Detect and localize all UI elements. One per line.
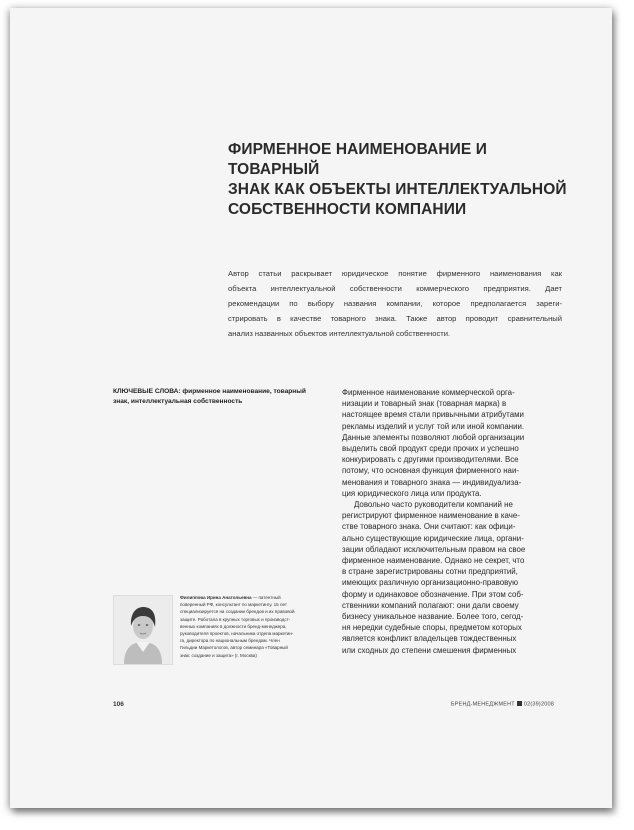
author-bio (180, 594, 320, 659)
abstract-line: анализ названных объектов интеллектуальной собственности. (228, 329, 451, 338)
square-separator-icon (517, 701, 522, 706)
magazine-page (10, 8, 612, 808)
body-line: ственники компаний полагают: они дали своему (342, 600, 519, 610)
body-line: бизнесу уникальное название. Более того, сегод- (342, 612, 524, 622)
page-number: 106 (113, 701, 124, 708)
article-title (228, 140, 568, 220)
bio-line: га, директора по национальным брендам. Член (180, 638, 280, 644)
body-line: Данные элементы позволяют любой организации (342, 432, 525, 442)
journal-name: БРЕНД-МЕНЕДЖМЕНТ (450, 701, 515, 708)
body-line: ция юридического лица или продукта. (342, 488, 482, 498)
title-line: ЗНАК КАК ОБЪЕКТЫ ИНТЕЛЛЕКТУАЛЬНОЙ (228, 181, 567, 198)
body-line: является конфликт владельцев тождественных (342, 634, 517, 644)
body-line: имеющих различную организационно-правовую (342, 578, 519, 588)
body-line: форму и одинаковое обозначение. При этом соб- (342, 589, 524, 599)
bio-line: защите. Работала в крупных торговых и производст- (180, 616, 291, 622)
title-line: ФИРМЕННОЕ НАИМЕНОВАНИЕ И ТОВАРНЫЙ (228, 141, 488, 178)
title-line: СОБСТВЕННОСТИ КОМПАНИИ (228, 201, 467, 218)
body-line: менования и товарного знака — индивидуализа- (342, 477, 522, 487)
abstract-line: рекомендации по выбору названия компании, которое предполагается зареги- (228, 299, 562, 308)
bio-line: руководителя проектов, начальника отдела маркетин- (180, 631, 294, 637)
body-line: стве товарного знака. Они считают: как офици- (342, 522, 516, 532)
body-line: низации и товарный знак (товарная марка) в (342, 399, 507, 409)
abstract-line: объекта интеллектуальной собственности коммерческого предприятия. Дает (228, 284, 562, 293)
body-line: Фирменное наименование коммерческой орга- (342, 388, 515, 397)
article-abstract (228, 266, 562, 341)
body-line: выделить свой продукт среди прочих и успешно (342, 444, 519, 454)
body-line: рекламы изделий и услуг той или иной компании. (342, 421, 525, 431)
bio-first-line-rest: — патентный (251, 595, 281, 600)
journal-issue: 02(39)2008 (523, 701, 554, 708)
article-body (342, 387, 557, 656)
bio-line (180, 594, 320, 601)
body-line: ня нередки судебные споры, предметом которых (342, 623, 522, 633)
body-line: зации обладают исключительным правом на свое (342, 544, 526, 554)
body-line: настоящее время стали привычными атрибутами (342, 410, 524, 420)
journal-footer (451, 701, 554, 708)
bio-line: Гильдии Маркетологов, автор семинара «Товарный (180, 645, 288, 651)
body-line: конкурировать с другими производителями. Все (342, 455, 519, 465)
author-portrait-image (114, 596, 172, 664)
body-line: ально существующие юридические лица, органи- (342, 533, 524, 543)
bio-line: поверенный РФ, консультант по маркетингу. 15 лет (180, 602, 287, 608)
bio-line: специализируется на создании брендов и их правовой (180, 609, 295, 615)
keywords-line: КЛЮЧЕВЫЕ СЛОВА: фирменное наименование, товарный (113, 388, 306, 395)
abstract-line: стрировать в качестве товарного знака. Также автор проводит сравнительный (228, 314, 562, 323)
bio-line: венных компаниях в должности бренд-менеджера, (180, 623, 287, 629)
keywords (113, 387, 313, 407)
body-line: или сходных до степени смешения фирменных (342, 645, 517, 655)
author-name: Филиппова Ирина Анатольевна (180, 595, 252, 600)
body-line: потому, что основная функция фирменного наи- (342, 466, 519, 476)
body-line: фирменное наименование. Однако не секрет, что (342, 556, 525, 566)
abstract-line: Автор статьи раскрывает юридическое понятие фирменного наименования как (228, 269, 562, 278)
bio-line: знак: создание и защита» (г. Москва) (180, 652, 257, 658)
body-line: в стране зарегистрированы сотни предприятий, (342, 567, 518, 577)
keywords-line: знак, интеллектуальная собственность (113, 398, 243, 405)
author-photo (113, 595, 173, 665)
body-line: Довольно часто руководители компаний не (354, 500, 513, 510)
body-line: регистрируют фирменное наименование в каче- (342, 511, 520, 521)
